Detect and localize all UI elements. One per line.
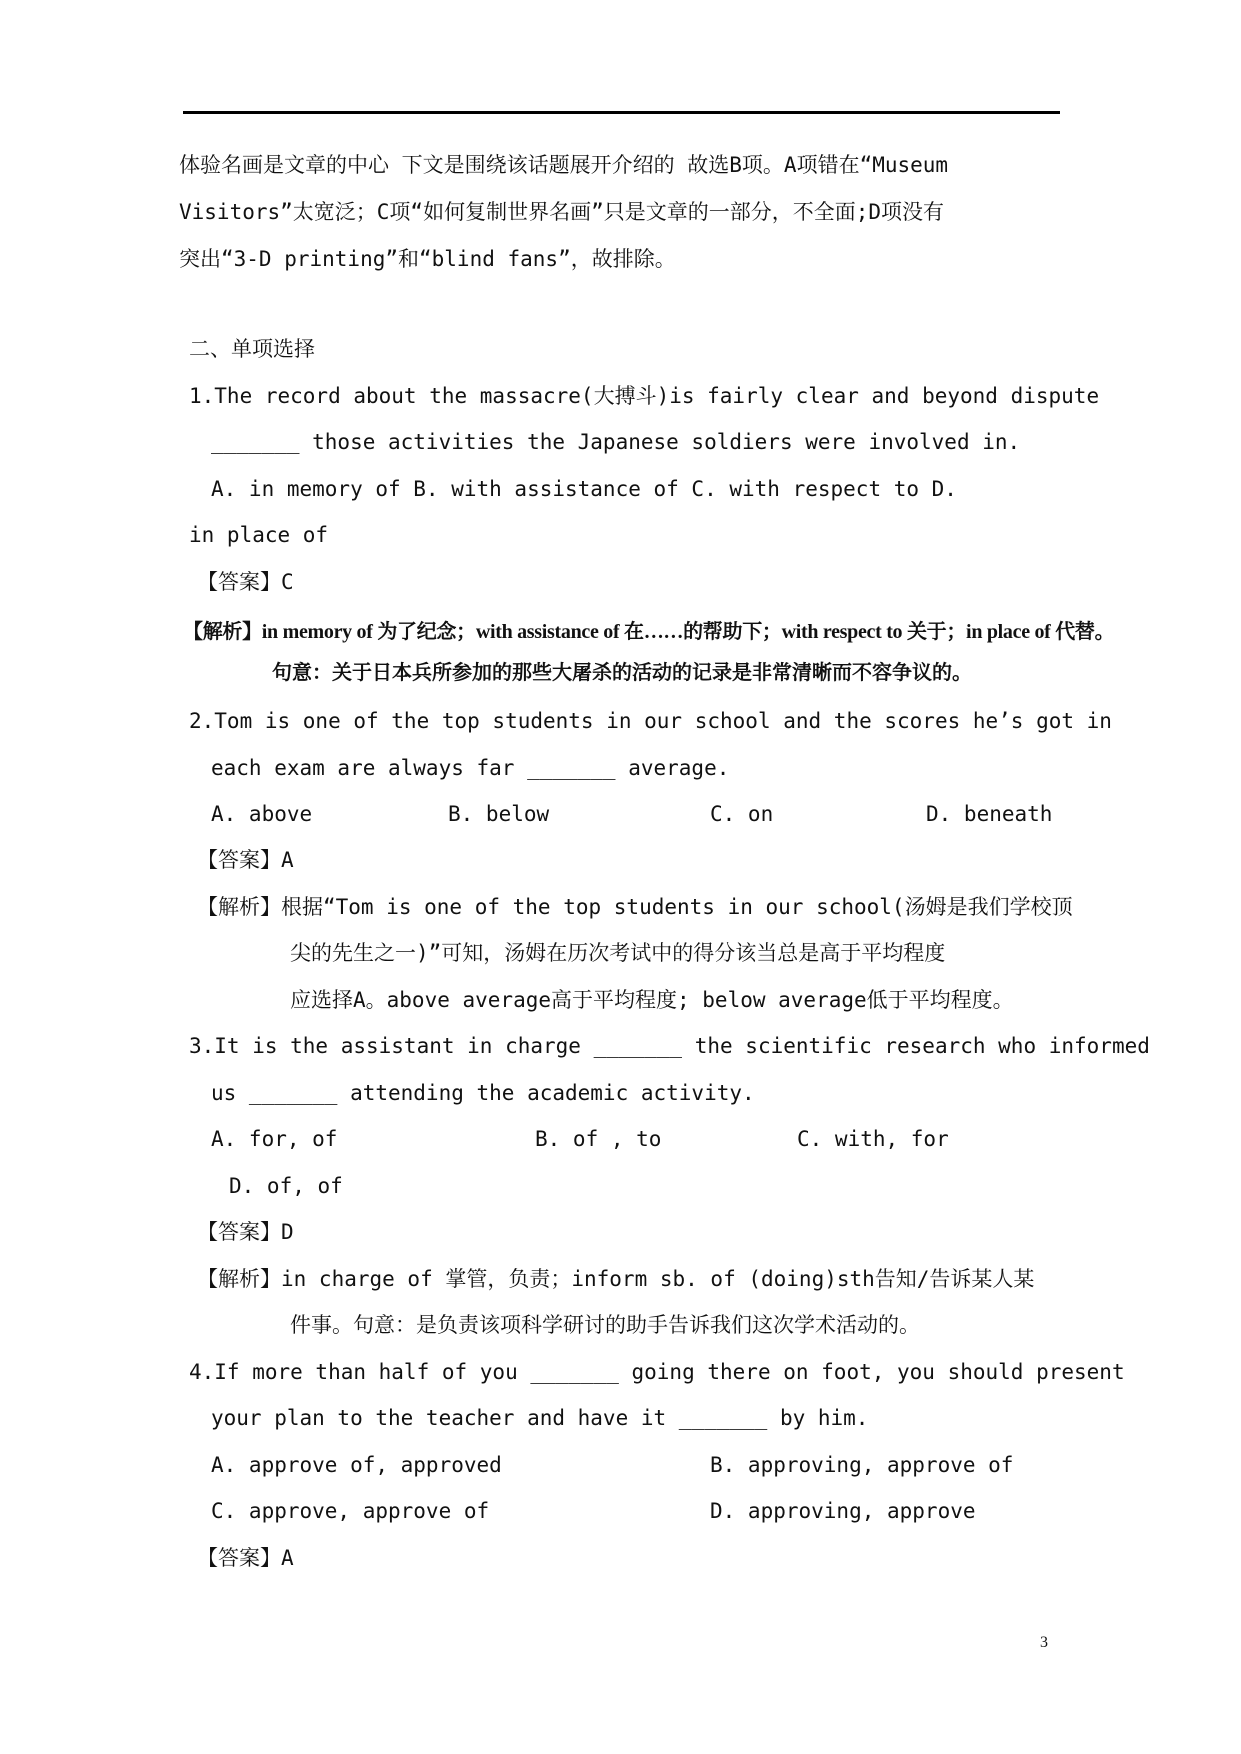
page-number: 3 [1040,1634,1048,1651]
q3-option-d: D. of, of [229,1174,343,1198]
q3-option-a: A. for, of [211,1127,338,1151]
q2-answer: 【答案】A [197,848,294,872]
intro-line-2: Visitors”太宽泛；C项“如何复制世界名画”只是文章的一部分，不全面;D项没有 [179,200,945,224]
q2-option-c: C. on [710,802,774,826]
q1-options-cont: in place of [189,523,329,547]
q2-explanation-line-2: 尖的先生之一)”可知，汤姆在历次考试中的得分该当总是高于平均程度 [290,941,946,965]
q1-explanation-line-1: 【解析】in memory of 为了纪念；with assistance of 在……的帮助下；with respect to 关于；in place of 代替。 [183,621,1115,643]
q4-option-d: D. approving, approve [710,1499,976,1523]
q3-explanation-line-2: 件事。句意：是负责该项科学研讨的助手告诉我们这次学术活动的。 [290,1313,920,1337]
q1-answer: 【答案】C [197,570,294,594]
q4-stem-line-1: 4.If more than half of you _______ going there on foot, you should present [189,1360,1125,1384]
q2-option-d: D. beneath [926,802,1053,826]
q1-options: A. in memory of B. with assistance of C. with respect to D. [211,477,957,501]
q2-stem-line-1: 2.Tom is one of the top students in our school and the scores he’s got in [189,709,1112,733]
q2-stem-line-2: each exam are always far _______ average. [211,756,730,780]
q3-option-b: B. of , to [535,1127,662,1151]
q3-option-c: C. with, for [797,1127,949,1151]
q4-stem-line-2: your plan to the teacher and have it _______ by him. [211,1406,869,1430]
q2-option-b: B. below [448,802,550,826]
section-title: 二、单项选择 [189,337,315,361]
q2-explanation-line-1: 【解析】根据“Tom is one of the top students in our school(汤姆是我们学校顶 [197,895,1073,919]
q1-explanation-line-2: 句意：关于日本兵所参加的那些大屠杀的活动的记录是非常清晰而不容争议的。 [272,662,972,684]
q3-answer: 【答案】D [197,1220,294,1244]
q4-option-c: C. approve, approve of [211,1499,490,1523]
q3-explanation-line-1: 【解析】in charge of 掌管，负责；inform sb. of (doing)sth告知/告诉某人某 [197,1267,1035,1291]
q4-option-b: B. approving, approve of [710,1453,1014,1477]
q2-option-a: A. above [211,802,313,826]
q3-stem-line-2: us _______ attending the academic activity. [211,1081,755,1105]
q1-stem-line-1: 1.The record about the massacre(大搏斗)is fairly clear and beyond dispute [189,384,1100,408]
intro-line-3: 突出“3-D printing”和“blind fans”，故排除。 [179,247,676,271]
q4-answer: 【答案】A [197,1546,294,1570]
intro-line-1: 体验名画是文章的中心 下文是围绕该话题展开介绍的 故选B项。A项错在“Museum [179,153,949,177]
q1-stem-line-2: _______ those activities the Japanese soldiers were involved in. [211,430,1021,454]
q2-explanation-line-3: 应选择A。above average高于平均程度; below average低于平均程度。 [290,988,1014,1012]
q4-option-a: A. approve of, approved [211,1453,502,1477]
q3-stem-line-1: 3.It is the assistant in charge _______ the scientific research who informed [189,1034,1150,1058]
header-rule [183,111,1060,114]
